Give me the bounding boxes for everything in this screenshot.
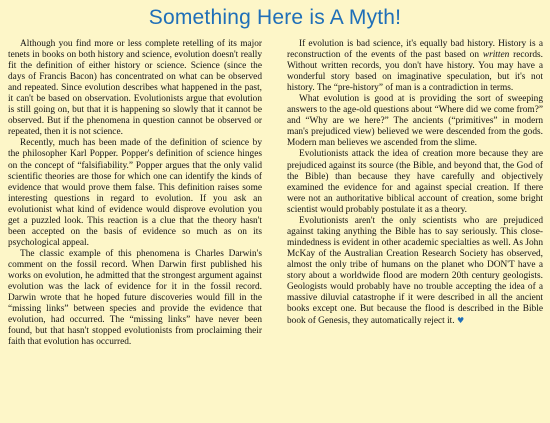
article-title: Something Here is A Myth!: [148, 6, 402, 29]
paragraph: [287, 39, 543, 94]
paragraph-text: If evolution is bad science, it's equally bad history. History is a reconstruction of the events of the past based on: [287, 39, 543, 61]
paragraph-text: records. Without written records, you don't have history. You may have a wonderful story based on imaginative speculation, but it's not history. The “pre-history” of man is a contradiction in terms.: [287, 50, 543, 94]
paragraph: Although you find more or less complete retelling of its major tenets in books on both history and science, evolution doesn't really fit the definition of either history or science. Science (since the days of Francis Bacon) has concentrated on what can be observed and repeated. Since evolution describes what happened in the past, it can't be based on observation. Evolutionists argue that evolution is still going on, but that it is happening so slowly that it cannot be observed. But if the phenomena in question cannot be observed or repeated, then it is not science.: [8, 39, 262, 138]
left-column: [8, 39, 262, 348]
paragraph: Recently, much has been made of the definition of science by the philosopher Karl Popper. Popper's definition of science hinges on the concept of “falsifiability.” Popper argues that the only valid scientific theories are those for which one can identify the kinds of evidence that would prove them false. This definition raises some interesting questions in regard to evolution. If you ask an evolutionist what kind of evidence would disprove evolution you get a puzzled look. This reaction is a clue that the theory hasn't been accepted on the basis of evidence so much as on its psychological appeal.: [8, 138, 262, 248]
paragraph: Evolutionists attack the idea of creation more because they are prejudiced against its source (the Bible, and beyond that, the God of the Bible) than because they have carefully and objectively examined the evidence for and against special creation. If there were not an authoritative biblical account of creation, some bright scientist would probably postulate it as a theory.: [287, 149, 543, 215]
emphasis-text: written: [482, 50, 510, 61]
paragraph: What evolution is good at is providing the sort of sweeping answers to the age-old questions about “Where did we come from?” and “Why are we here?” The ancients (“primitives” in modern man's prejudiced view) believed we were descended from the gods. Modern man believes we ascended from the slime.: [287, 94, 543, 149]
paragraph-text: Evolutionists aren't the only scientists who are prejudiced against taking anything the Bible has to say seriously. This close-mindedness is evident in other academic specialties as well. As John McKay of the Australian Creation Research Society has observed, almost the only tribe of humans on the planet who DON'T have a story about a worldwide flood are modern 20th century geologists. Geologists would probably have no trouble accepting the idea of a massive diluvial catastrophe if it were described in all the ancient books except one. But because the flood is described in the Bible book of Genesis, they automatically reject it.: [287, 215, 543, 327]
paragraph: The classic example of this phenomena is Charles Darwin's comment on the fossil record. When Darwin first published his works on evolution, he admitted that the strongest argument against evolution was the lack of evidence for it in the fossil record. Darwin wrote that he hoped future discoveries would fill in the “missing links” between species and provide the evidence that evolution, had occurred. The “missing links” have never been found, but that hasn't stopped evolutionists from proclaiming their faith that evolution has occurred.: [8, 248, 262, 348]
paragraph: [287, 216, 543, 327]
right-column: [287, 39, 543, 327]
heart-icon: ♥: [456, 316, 465, 326]
